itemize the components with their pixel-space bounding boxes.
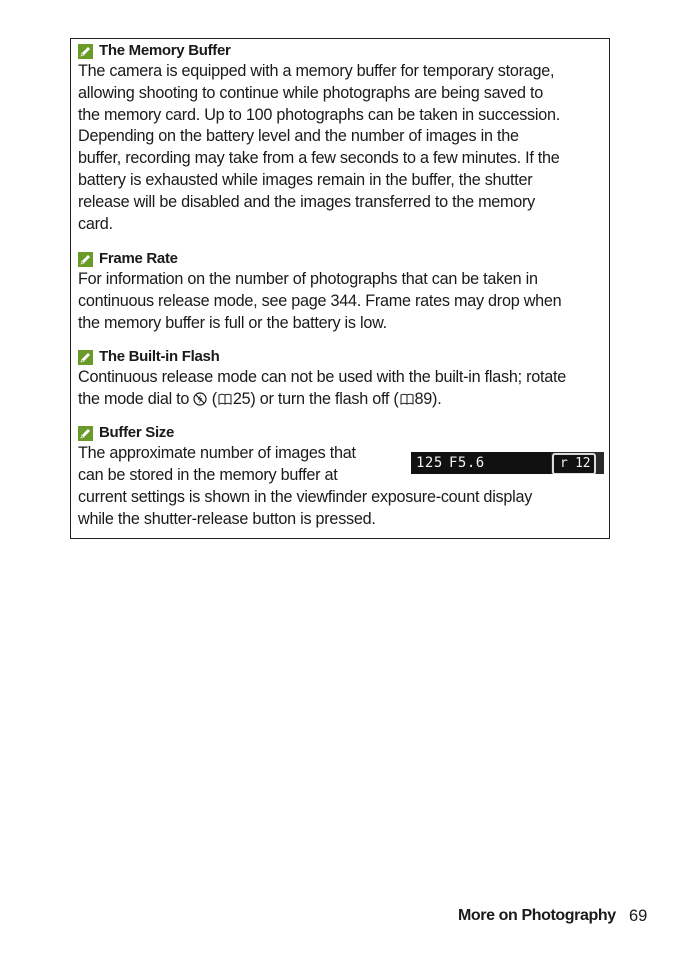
section-heading	[78, 423, 604, 443]
text-line: current settings is shown in the viewfinder exposure-count display	[78, 488, 533, 506]
body-paragraph	[78, 367, 604, 411]
pencil-note-icon	[78, 252, 93, 267]
section-built-in-flash	[78, 347, 604, 411]
text-fragment: 89).	[414, 389, 442, 408]
text-fragment: (	[211, 389, 217, 408]
viewfinder-display-illustration	[411, 452, 604, 474]
text-line: The approximate number of images that	[78, 444, 356, 462]
heading-text: The Built-in Flash	[99, 348, 220, 365]
pencil-note-icon	[78, 350, 93, 365]
note-box	[70, 38, 610, 539]
text-line: card.	[78, 214, 113, 233]
exposure-count-display	[552, 453, 596, 474]
body-paragraph	[78, 487, 604, 531]
page-reference-icon	[218, 390, 232, 402]
shutter-speed-readout: 125	[416, 455, 443, 471]
text-line: Continuous release mode can not be used with the built-in flash; rotate	[78, 368, 566, 386]
heading-text: Frame Rate	[99, 250, 178, 267]
text-line: The camera is equipped with a memory buffer for temporary storage,	[78, 62, 555, 80]
section-heading	[78, 347, 604, 367]
heading-text: The Memory Buffer	[99, 42, 231, 59]
flash-off-mode-icon	[193, 391, 207, 405]
text-line: For information on the number of photographs that can be taken in	[78, 270, 538, 288]
text-line: Depending on the battery level and the number of images in the	[78, 127, 519, 146]
pencil-note-icon	[78, 426, 93, 441]
aperture-readout: F5.6	[449, 455, 485, 471]
body-paragraph	[78, 61, 604, 235]
text-line: while the shutter-release button is pressed.	[78, 509, 376, 528]
text-line: release will be disabled and the images transferred to the memory	[78, 192, 536, 211]
text-line: the memory card. Up to 100 photographs can be taken in succession.	[78, 105, 561, 124]
text-line: can be stored in the memory buffer at	[78, 466, 338, 484]
section-heading	[78, 41, 604, 61]
heading-text: Buffer Size	[99, 424, 175, 441]
text-line: buffer, recording may take from a few seconds to a few minutes. If the	[78, 149, 560, 168]
text-line: continuous release mode, see page 344. Frame rates may drop when	[78, 291, 562, 310]
section-frame-rate	[78, 249, 604, 334]
section-buffer-size	[78, 423, 604, 531]
pencil-note-icon	[78, 44, 93, 59]
section-memory-buffer	[78, 41, 604, 235]
text-line: the mode dial to	[78, 389, 190, 408]
section-heading	[78, 249, 604, 269]
text-line: allowing shooting to continue while photographs are being saved to	[78, 83, 543, 102]
buffer-size-intro	[78, 443, 604, 487]
body-paragraph	[78, 269, 604, 334]
chapter-title: More on Photography	[458, 907, 616, 924]
text-line: the memory buffer is full or the battery is low.	[78, 313, 387, 332]
text-fragment: 25) or turn the flash off (	[232, 389, 399, 408]
page-reference-icon	[400, 390, 414, 402]
buffer-count-readout: r 12	[560, 456, 591, 471]
text-line: battery is exhausted while images remain in the buffer, the shutter	[78, 170, 533, 189]
page-number: 69	[629, 907, 648, 925]
